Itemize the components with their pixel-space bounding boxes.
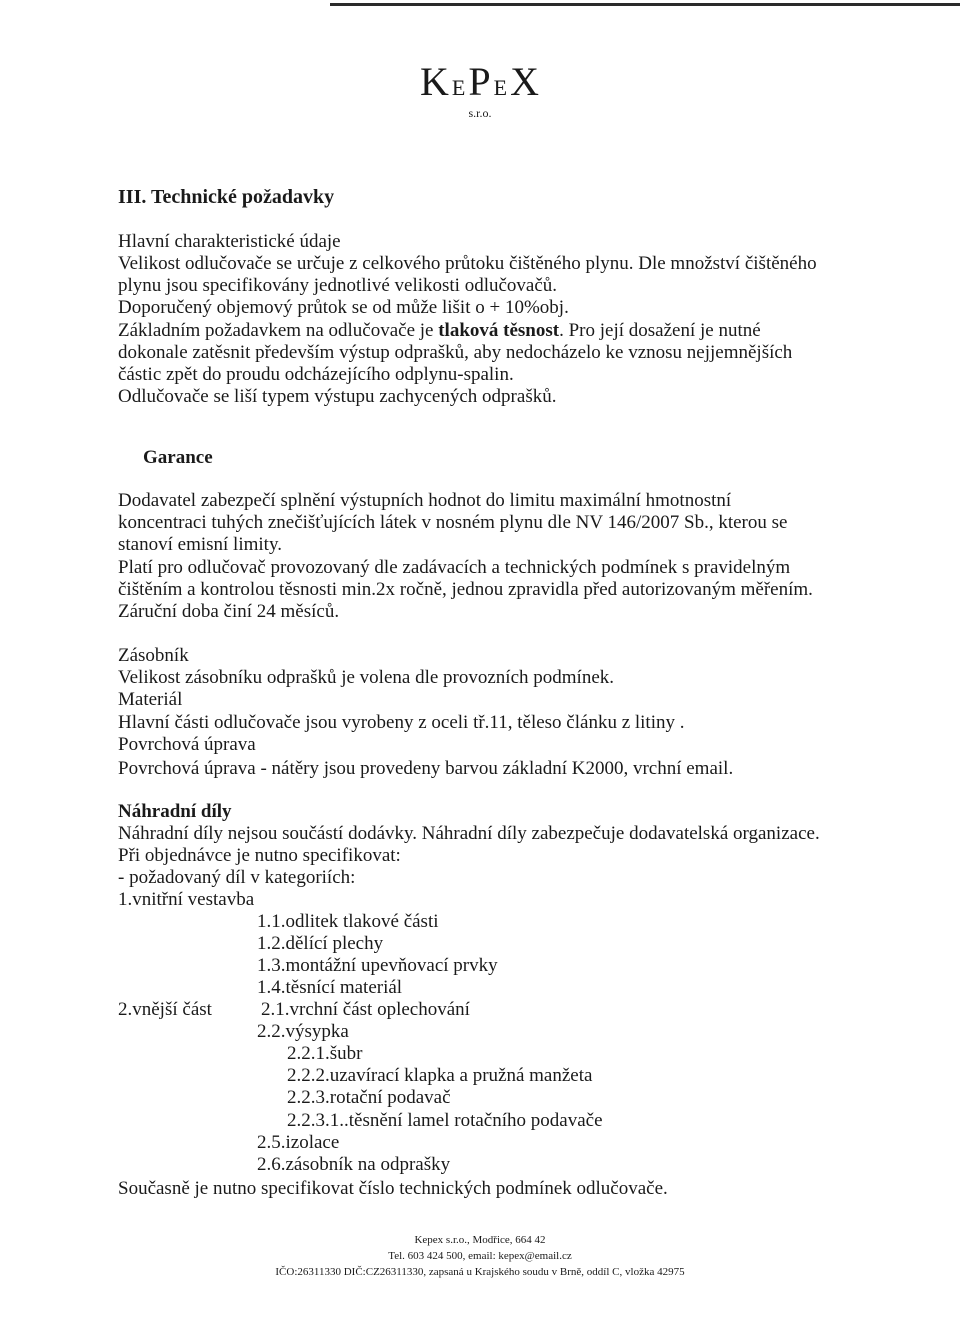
list-item: 1.4.těsnící materiál (257, 977, 403, 998)
paragraph-line: Odlučovače se liší typem výstupu zachycených odprašků. (118, 386, 557, 407)
paragraph-line: - požadovaný díl v kategoriích: (118, 867, 356, 888)
footer-registration: IČO:26311330 DIČ:CZ26311330, zapsaná u Krajského soudu v Brně, oddíl C, vložka 42975 (275, 1266, 685, 1278)
paragraph-line: Velikost zásobníku odprašků je volena dle provozních podmínek. (118, 667, 615, 688)
guarantee-heading: Garance (143, 447, 213, 468)
surface-heading: Povrchová úprava (118, 734, 256, 755)
list-item: 2.2.3.rotační podavač (287, 1087, 451, 1108)
list-item: 1.1.odlitek tlakové části (257, 911, 439, 932)
paragraph-line: Doporučený objemový průtok se od může lišit o + 10%obj. (118, 297, 569, 318)
paragraph-line: Platí pro odlučovač provozovaný dle zadávacích a technických podmínek s pravidelným (118, 557, 791, 578)
list-item: 1.2.dělící plechy (257, 933, 384, 954)
category-external: 2.vnější část (118, 999, 212, 1020)
paragraph-line: Velikost odlučovače se určuje z celkového průtoku čištěného plynu. Dle množství čištěného (118, 253, 817, 274)
paragraph-line: částic zpět do proudu odcházejícího odplynu-spalin. (118, 364, 514, 385)
list-item: 2.5.izolace (257, 1132, 340, 1153)
company-logo: KEPEX (420, 59, 540, 104)
list-item: 2.6.zásobník na odprašky (257, 1154, 451, 1175)
characteristics-heading: Hlavní charakteristické údaje (118, 231, 341, 252)
list-item: 2.1.vrchní část oplechování (261, 999, 470, 1020)
category-internal: 1.vnitřní vestavba (118, 889, 255, 910)
material-heading: Materiál (118, 689, 183, 710)
paragraph-line: dokonale zatěsnit především výstup odprašků, aby nedocházelo ke vznosu nejjemnějších (118, 342, 793, 363)
paragraph-line: koncentraci tuhých znečišťujících látek v nosném plynu dle NV 146/2007 Sb., kterou se (118, 512, 788, 533)
paragraph-line: Hlavní části odlučovače jsou vyrobeny z oceli tř.11, těleso článku z litiny . (118, 712, 685, 733)
top-rule (330, 3, 960, 6)
list-item: 2.2.výsypka (257, 1021, 349, 1042)
paragraph-line: Povrchová úprava - nátěry jsou provedeny barvou základní K2000, vrchní email. (118, 758, 734, 779)
list-item: 1.3.montážní upevňovací prvky (257, 955, 498, 976)
paragraph-line: Základním požadavkem na odlučovače je tlaková těsnost. Pro její dosažení je nutné (118, 320, 761, 341)
footer-address: Kepex s.r.o., Modřice, 664 42 (414, 1234, 546, 1246)
list-item: 2.2.3.1..těsnění lamel rotačního podavače (287, 1110, 603, 1131)
section-title: III. Technické požadavky (118, 186, 335, 208)
spare-parts-heading: Náhradní díly (118, 801, 232, 822)
company-form: s.r.o. (468, 106, 492, 120)
paragraph-line: Dodavatel zabezpečí splnění výstupních hodnot do limitu maximální hmotnostní (118, 490, 732, 511)
paragraph-line: Současně je nutno specifikovat číslo technických podmínek odlučovače. (118, 1178, 668, 1199)
footer-contact: Tel. 603 424 500, email: kepex@email.cz (388, 1250, 572, 1262)
paragraph-line: stanoví emisní limity. (118, 534, 282, 555)
paragraph-line: Záruční doba činí 24 měsíců. (118, 601, 340, 622)
paragraph-line: Při objednávce je nutno specifikovat: (118, 845, 401, 866)
pressure-tightness-emphasis: tlaková těsnost (438, 320, 560, 341)
paragraph-line: Náhradní díly nejsou součástí dodávky. Náhradní díly zabezpečuje dodavatelská organizace. (118, 823, 820, 844)
list-item: 2.2.1.šubr (287, 1043, 363, 1064)
paragraph-line: čištěním a kontrolou těsnosti min.2x ročně, jednou zpravidla před autorizovaným měřením. (118, 579, 813, 600)
list-item: 2.2.2.uzavírací klapka a pružná manžeta (287, 1065, 593, 1086)
paragraph-line: plynu jsou specifikovány jednotlivé velikosti odlučovačů. (118, 275, 558, 296)
storage-heading: Zásobník (118, 645, 189, 666)
